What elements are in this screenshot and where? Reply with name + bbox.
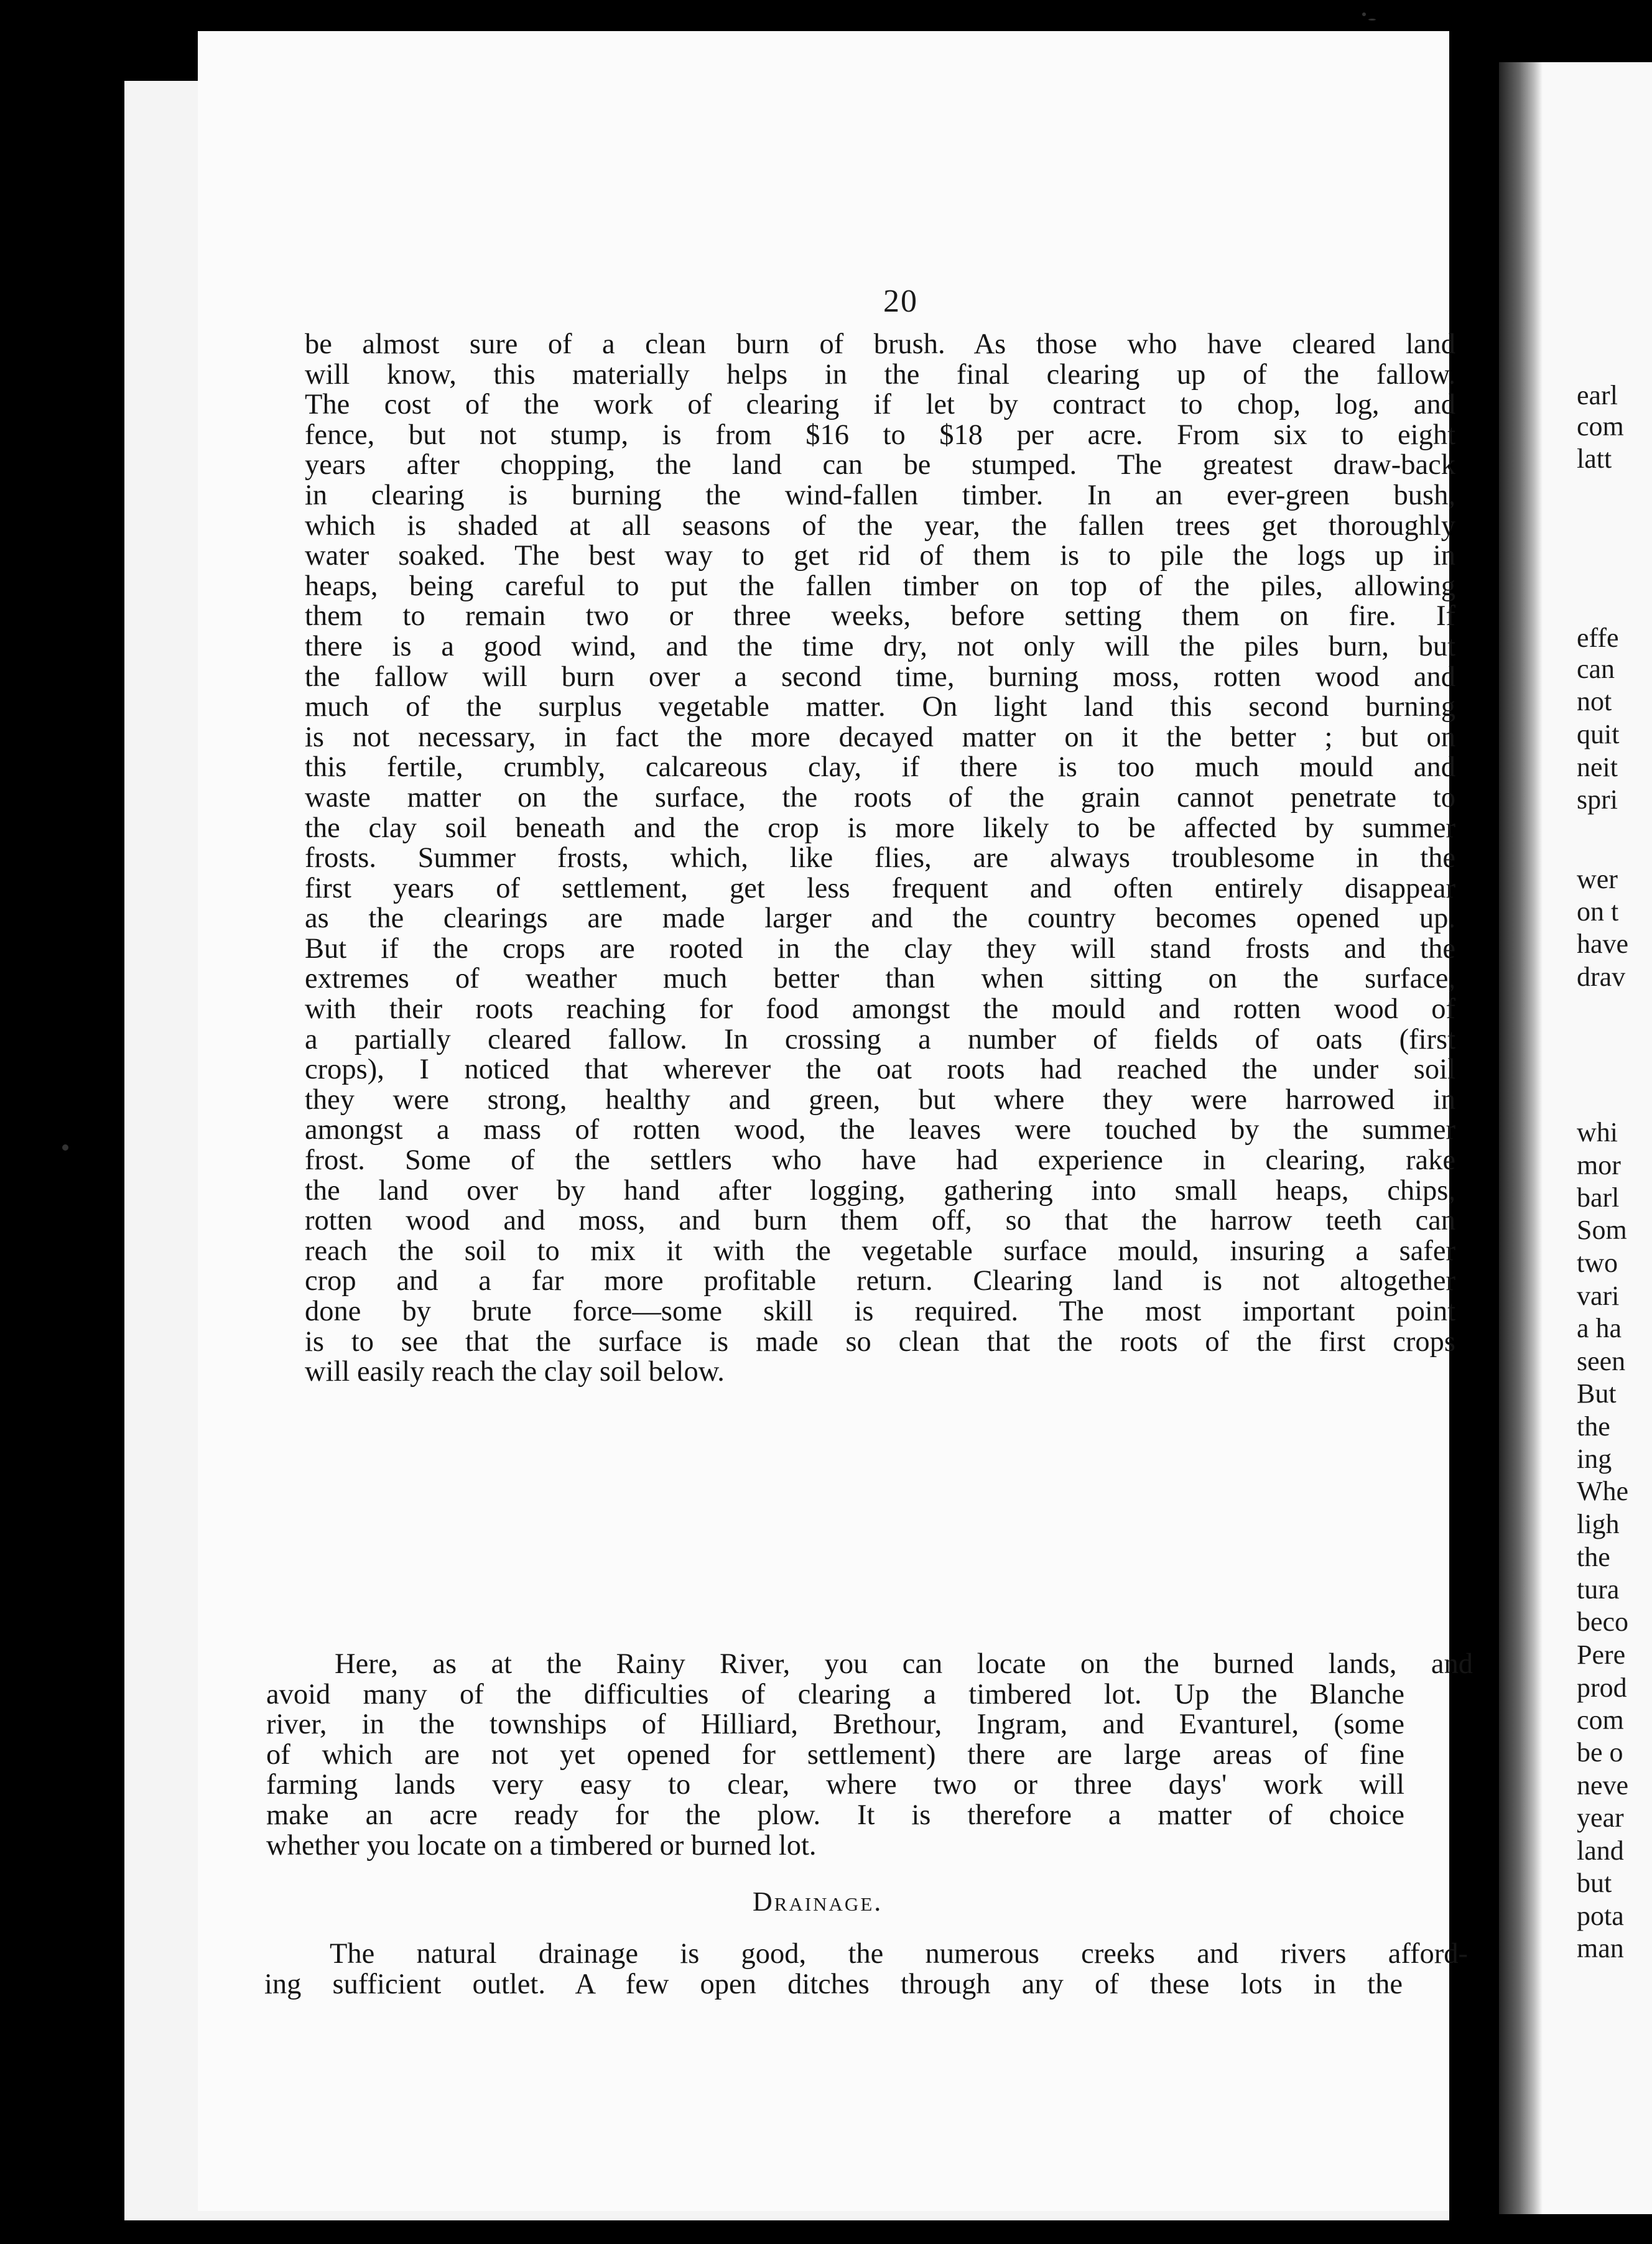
adjacent-text-fragment: ing (1577, 1444, 1612, 1474)
text-line: The cost of the work of clearing if let by contract to chop, log, and (305, 390, 1455, 420)
text-line: the fallow will burn over a second time, burning moss, rotten wood and (305, 662, 1455, 693)
adjacent-text-fragment: But (1577, 1378, 1617, 1409)
text-line: there is a good wind, and the time dry, not only will the piles burn, but (305, 631, 1455, 662)
adjacent-text-fragment: but (1577, 1868, 1612, 1898)
text-line: done by brute force—some skill is required. The most important point (305, 1297, 1455, 1327)
text-line: But if the crops are rooted in the clay they will stand frosts and the (305, 934, 1455, 965)
text-line: which is shaded at all seasons of the year, the fallen trees get thoroughly (305, 511, 1455, 542)
adjacent-text-fragment: the (1577, 1411, 1610, 1442)
adjacent-text-fragment: neit (1577, 752, 1618, 782)
adjacent-text-fragment: not (1577, 686, 1612, 716)
adjacent-text-fragment: Som (1577, 1215, 1627, 1245)
adjacent-text-fragment: land (1577, 1835, 1624, 1866)
adjacent-text-fragment: neve (1577, 1770, 1629, 1801)
adjacent-text-fragment: seen (1577, 1346, 1626, 1376)
text-line: waste matter on the surface, the roots of the grain cannot penetrate to (305, 782, 1455, 814)
scan-speck (62, 1144, 68, 1151)
text-line: avoid many of the difficulties of clearing a timbered lot. Up the Blanche (266, 1679, 1404, 1710)
text-line: with their roots reaching for food amongst the mould and rotten wood of (305, 994, 1455, 1025)
adjacent-text-fragment: two (1577, 1248, 1618, 1278)
text-line: frosts. Summer frosts, which, like flies, are always troublesome in the (305, 843, 1455, 874)
gutter-shadow (1499, 62, 1543, 2214)
text-line: the clay soil beneath and the crop is more likely to be affected by summer (305, 813, 1455, 844)
adjacent-text-fragment: prod (1577, 1672, 1627, 1703)
text-line: heaps, being careful to put the fallen timber on top of the piles, allowing (305, 571, 1455, 602)
text-line: them to remain two or three weeks, before setting them on fire. If (305, 601, 1455, 632)
text-line: ing sufficient outlet. A few open ditches through any of these lots in the (264, 1969, 1403, 2000)
adjacent-text-fragment: a ha (1577, 1313, 1622, 1343)
text-line: be almost sure of a clean burn of brush. As those who have cleared land (305, 330, 1455, 360)
text-line: this fertile, crumbly, calcareous clay, if there is too much mould and (305, 753, 1455, 783)
paragraph-clearing (305, 330, 1455, 1388)
scan-speck (1362, 12, 1366, 16)
text-line: The natural drainage is good, the numerous creeks and rivers afford- (330, 1939, 1468, 1970)
section-heading-drainage: Drainage. (753, 1886, 883, 1917)
adjacent-text-fragment: effe (1577, 623, 1619, 653)
adjacent-text-fragment: mor (1577, 1150, 1621, 1180)
text-line: will know, this materially helps in the final clearing up of the fallow. (305, 359, 1455, 391)
text-line: make an acre ready for the plow. It is therefore a matter of choice (266, 1800, 1404, 1831)
text-line: crops), I noticed that wherever the oat roots had reached the under soil (305, 1055, 1455, 1085)
text-line: the land over by hand after logging, gathering into small heaps, chips, (305, 1175, 1455, 1207)
text-line: river, in the townships of Hilliard, Brethour, Ingram, and Evanturel, (some (266, 1710, 1404, 1740)
adjacent-text-fragment: can (1577, 654, 1615, 684)
paragraph-burned-lands (266, 1649, 1473, 1862)
text-line: a partially cleared fallow. In crossing a number of fields of oats (first (305, 1024, 1455, 1055)
text-line: crop and a far more profitable return. Clearing land is not altogether (305, 1266, 1455, 1297)
text-line: extremes of weather much better than when sitting on the surface, (305, 964, 1455, 995)
adjacent-text-fragment: quit (1577, 719, 1620, 749)
adjacent-text-fragment: pota (1577, 1901, 1624, 1931)
text-line: rotten wood and moss, and burn them off, so that the harrow teeth can (305, 1206, 1455, 1236)
adjacent-text-fragment: Whe (1577, 1476, 1629, 1506)
adjacent-text-fragment: spri (1577, 784, 1618, 815)
adjacent-text-fragment: year (1577, 1802, 1624, 1833)
adjacent-text-fragment: have (1577, 929, 1629, 959)
text-line: frost. Some of the settlers who have had experience in clearing, rake (305, 1146, 1455, 1176)
text-line: as the clearings are made larger and the country becomes opened up. (305, 904, 1455, 934)
adjacent-text-fragment: tura (1577, 1574, 1620, 1605)
text-line: first years of settlement, get less frequent and often entirely disappear (305, 873, 1455, 904)
adjacent-text-fragment: on t (1577, 896, 1619, 927)
adjacent-text-fragment: vari (1577, 1281, 1620, 1311)
text-line: fence, but not stump, is from $16 to $18 per acre. From six to eight (305, 420, 1455, 451)
adjacent-text-fragment: com (1577, 1705, 1624, 1735)
adjacent-text-fragment: ligh (1577, 1509, 1620, 1539)
text-line: they were strong, healthy and green, but where they were harrowed in (305, 1085, 1455, 1116)
adjacent-text-fragment: beco (1577, 1606, 1629, 1637)
text-line: of which are not yet opened for settlement) there are large areas of fine (266, 1740, 1404, 1771)
adjacent-text-fragment: Pere (1577, 1639, 1626, 1670)
adjacent-text-fragment: barl (1577, 1182, 1620, 1213)
text-line: reach the soil to mix it with the vegetable surface mould, insuring a safer (305, 1236, 1455, 1267)
text-line: will easily reach the clay soil below. (305, 1357, 725, 1388)
adjacent-text-fragment: wer (1577, 864, 1618, 894)
page-number: 20 (883, 284, 918, 319)
paragraph-drainage (264, 1939, 1468, 2000)
adjacent-text-fragment: the (1577, 1542, 1610, 1572)
text-line: whether you locate on a timbered or burned lot. (266, 1830, 817, 1862)
text-line: Here, as at the Rainy River, you can locate on the burned lands, and (335, 1649, 1473, 1680)
text-line: is to see that the surface is made so clean that the roots of the first crops (305, 1327, 1455, 1358)
text-line: in clearing is burning the wind-fallen timber. In an ever-green bush, (305, 480, 1455, 511)
text-line: amongst a mass of rotten wood, the leaves were touched by the summer (305, 1115, 1455, 1146)
adjacent-text-fragment: latt (1577, 443, 1612, 474)
adjacent-text-fragment: com (1577, 411, 1624, 442)
adjacent-text-fragment: drav (1577, 962, 1626, 992)
text-line: years after chopping, the land can be stumped. The greatest draw-back (305, 450, 1455, 481)
adjacent-text-fragment: whi (1577, 1117, 1618, 1148)
adjacent-text-fragment: man (1577, 1933, 1624, 1964)
scan-speck (1368, 19, 1376, 21)
text-line: farming lands very easy to clear, where two or three days' work will (266, 1770, 1404, 1801)
adjacent-text-fragment: earl (1577, 380, 1618, 410)
text-line: is not necessary, in fact the more decayed matter on it the better ; but on (305, 722, 1455, 753)
text-line: water soaked. The best way to get rid of them is to pile the logs up in (305, 541, 1455, 572)
adjacent-text-fragment: be o (1577, 1737, 1623, 1768)
text-line: much of the surplus vegetable matter. On light land this second burning (305, 692, 1455, 723)
